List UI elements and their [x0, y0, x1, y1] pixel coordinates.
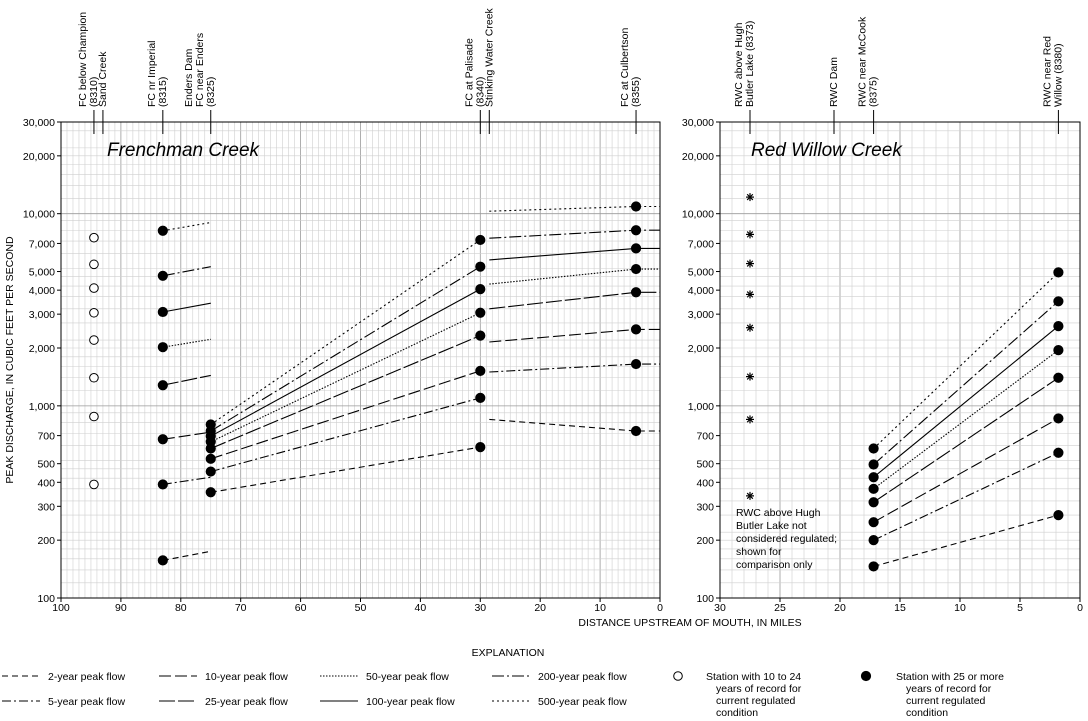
flow-line-500yr [211, 240, 481, 425]
star-point [746, 324, 754, 332]
filled-station-point [158, 480, 167, 489]
filled-station-point [206, 488, 215, 497]
y-tick-label: 7,000 [687, 238, 714, 251]
open-station-point [90, 233, 99, 242]
x-tick-label: 15 [894, 602, 906, 614]
filled-station-point [869, 562, 878, 571]
filled-station-point [869, 460, 878, 469]
open-station-point [90, 284, 99, 293]
legend-item-100yr [320, 696, 455, 708]
y-tick-label: 100 [696, 593, 714, 605]
legend-item-50yr [320, 671, 449, 683]
filled-station-point [631, 264, 640, 273]
note-line: RWC above Hugh [736, 507, 821, 519]
y-tick-label: 5,000 [28, 266, 55, 279]
filled-station-point [1054, 268, 1063, 277]
flow-line-100yr [211, 289, 481, 436]
y-tick-label: 5,000 [687, 266, 714, 279]
flow-line-500yr [874, 272, 1059, 448]
y-tick-label: 100 [37, 593, 55, 605]
filled-station-point [869, 444, 878, 453]
y-tick-label: 10,000 [681, 208, 714, 221]
filled-station-point [476, 393, 485, 402]
y-tick-label: 4,000 [687, 285, 714, 298]
legend-label: 25-year peak flow [205, 696, 288, 708]
filled-station-point [158, 307, 167, 316]
legend-open-circle [674, 672, 683, 681]
open-station-point [90, 260, 99, 269]
filled-station-point [206, 467, 215, 476]
red-willow-title: Red Willow Creek [751, 140, 902, 161]
station-label: Willow (8380) [1052, 43, 1065, 107]
y-tick-label: 20,000 [681, 150, 714, 163]
legend-item-25yr [159, 696, 288, 708]
filled-station-point [476, 331, 485, 340]
legend-label: 100-year peak flow [366, 696, 455, 708]
filled-station-point [869, 536, 878, 545]
x-tick-label: 80 [174, 602, 187, 614]
x-tick-label: 60 [294, 602, 307, 614]
red-willow-station-labels [733, 16, 1064, 134]
legend-label: 2-year peak flow [48, 671, 126, 683]
x-tick-label: 5 [1017, 602, 1023, 614]
filled-station-point [158, 343, 167, 352]
y-tick-label: 700 [37, 430, 55, 443]
y-tick-label: 1,000 [28, 400, 55, 413]
y-tick-label: 30,000 [22, 117, 55, 129]
regulation-note [736, 507, 837, 571]
station-label: RWC near McCook [856, 16, 869, 107]
filled-station-point [1054, 297, 1063, 306]
x-tick-label: 10 [594, 602, 606, 614]
station-label: (8310) [87, 76, 100, 107]
open-station-point [90, 412, 99, 421]
x-tick-label: 50 [354, 602, 367, 614]
y-tick-label: 400 [37, 477, 55, 490]
station-label: FC at Palisade [463, 38, 476, 107]
red-willow-creek-panel [682, 16, 1083, 614]
station-label: Sand Creek [96, 51, 109, 107]
x-axis-label: DISTANCE UPSTREAM OF MOUTH, IN MILES [578, 617, 802, 629]
legend-item-5yr [2, 696, 125, 708]
station-label: FC nr Imperial [145, 40, 158, 107]
x-tick-label: 40 [414, 602, 427, 614]
station-label: (8315) [156, 76, 169, 107]
legend-filled-circle [861, 671, 870, 680]
filled-station-point [476, 308, 485, 317]
filled-station-point [1054, 346, 1063, 355]
filled-station-point [158, 556, 167, 565]
legend-open-text: current regulated [716, 695, 796, 707]
flow-line-25yr [211, 336, 481, 449]
note-line: considered regulated; [736, 533, 837, 545]
legend-items [2, 671, 1004, 719]
filled-station-point [869, 484, 878, 493]
station-label: Stinking Water Creek [483, 8, 496, 107]
y-tick-label: 200 [696, 535, 714, 548]
legend-item-500yr [492, 696, 627, 708]
legend-filled-text: Station with 25 or more [896, 671, 1004, 683]
filled-station-point [631, 426, 640, 435]
star-point [746, 193, 754, 201]
x-tick-label: 25 [774, 602, 786, 614]
filled-station-point [631, 359, 640, 368]
x-tick-label: 70 [234, 602, 247, 614]
station-label: FC at Culbertson [619, 27, 632, 107]
x-tick-label: 90 [115, 602, 127, 614]
filled-station-point [206, 420, 215, 429]
star-point [746, 260, 754, 268]
flow-line-100yr [874, 326, 1059, 477]
star-point [746, 373, 754, 381]
star-point [746, 415, 754, 423]
y-tick-label: 200 [37, 535, 55, 548]
station-label: FC near Enders [193, 32, 206, 107]
x-tick-label: 20 [534, 602, 547, 614]
filled-station-point [206, 454, 215, 463]
y-tick-label: 4,000 [28, 285, 55, 298]
legend-filled-text: current regulated [906, 695, 986, 707]
legend-label: 5-year peak flow [48, 696, 126, 708]
note-line: Butler Lake not [736, 520, 807, 532]
filled-station-point [631, 244, 640, 253]
frenchman-creek-panel [23, 7, 663, 614]
flow-line-10yr [874, 418, 1059, 522]
station-label: (8375) [867, 76, 880, 107]
filled-station-point [476, 262, 485, 271]
y-tick-label: 1,000 [687, 400, 714, 413]
red-willow-flow-lines [874, 272, 1059, 566]
flow-line-200yr [874, 301, 1059, 464]
note-line: comparison only [736, 559, 813, 571]
y-tick-label: 700 [696, 430, 714, 443]
filled-station-point [869, 498, 878, 507]
legend-open-text: Station with 10 to 24 [706, 671, 802, 683]
open-station-point [90, 373, 99, 382]
y-tick-label: 3,000 [28, 309, 55, 322]
flow-line-5yr [874, 453, 1059, 540]
filled-station-point [1054, 414, 1063, 423]
frenchman-station-labels [77, 7, 642, 134]
filled-station-point [476, 235, 485, 244]
frenchman-grid [61, 122, 660, 598]
filled-station-point [158, 226, 167, 235]
station-label: (8355) [630, 76, 643, 107]
y-tick-label: 300 [696, 501, 714, 514]
flow-line-50yr [874, 350, 1059, 489]
star-point [746, 290, 754, 298]
legend-item-200yr [492, 671, 627, 683]
flow-line-2yr [211, 447, 481, 492]
filled-station-point [1054, 373, 1063, 382]
y-tick-label: 300 [37, 501, 55, 514]
x-tick-label: 30 [714, 602, 726, 614]
y-tick-label: 10,000 [22, 208, 55, 221]
filled-station-point [476, 285, 485, 294]
filled-station-point [631, 226, 640, 235]
x-tick-label: 30 [474, 602, 487, 614]
legend-open-text: condition [716, 707, 759, 719]
legend-filled-marker [861, 671, 1004, 719]
frenchman-title: Frenchman Creek [107, 140, 260, 161]
station-label: Enders Dam [182, 48, 195, 107]
station-label: (8325) [204, 76, 217, 107]
station-label: Butler Lake (8373) [744, 20, 756, 107]
y-tick-label: 2,000 [28, 342, 55, 355]
y-axis-label: PEAK DISCHARGE, IN CUBIC FEET PER SECOND [4, 236, 16, 484]
filled-station-point [476, 442, 485, 451]
legend-filled-text: years of record for [906, 683, 992, 695]
filled-station-point [1054, 322, 1063, 331]
y-tick-label: 7,000 [28, 238, 55, 251]
y-tick-label: 20,000 [22, 150, 55, 163]
open-station-point [90, 336, 99, 345]
filled-station-point [869, 473, 878, 482]
flow-line-200yr [211, 267, 481, 431]
station-label: RWC above Hugh [733, 22, 745, 107]
station-label: FC below Champion [76, 11, 89, 107]
legend-label: 200-year peak flow [538, 671, 627, 683]
legend-item-2yr [2, 671, 125, 683]
station-label: (8340) [474, 76, 487, 107]
open-station-point [90, 308, 99, 317]
filled-station-point [476, 366, 485, 375]
legend-title: EXPLANATION [471, 647, 545, 659]
filled-station-point [631, 202, 640, 211]
filled-station-point [869, 518, 878, 527]
filled-station-point [1054, 448, 1063, 457]
open-station-point [90, 480, 99, 489]
y-tick-label: 3,000 [687, 309, 714, 322]
legend-label: 50-year peak flow [366, 671, 449, 683]
x-tick-label: 20 [834, 602, 846, 614]
y-tick-label: 30,000 [681, 117, 714, 129]
x-tick-label: 0 [1077, 602, 1083, 614]
x-tick-label: 10 [954, 602, 966, 614]
x-tick-label: 100 [52, 602, 70, 614]
legend-label: 10-year peak flow [205, 671, 288, 683]
y-tick-label: 500 [696, 458, 714, 471]
filled-station-point [1054, 511, 1063, 520]
filled-station-point [631, 288, 640, 297]
filled-station-point [631, 325, 640, 334]
frenchman-flow-lines [163, 207, 660, 561]
legend-open-text: years of record for [716, 683, 802, 695]
star-point [746, 230, 754, 238]
legend-open-marker [674, 671, 802, 719]
y-tick-label: 500 [37, 458, 55, 471]
legend-item-10yr [159, 671, 288, 683]
legend [2, 647, 1004, 719]
legend-label: 500-year peak flow [538, 696, 627, 708]
star-point [746, 492, 754, 500]
filled-station-point [158, 435, 167, 444]
legend-filled-text: condition [906, 707, 949, 719]
filled-station-point [158, 271, 167, 280]
station-label: RWC Dam [828, 57, 840, 107]
note-line: shown for [736, 546, 782, 558]
frenchman-axis-ticks [23, 117, 663, 614]
station-label: RWC near Red [1041, 36, 1054, 107]
y-tick-label: 2,000 [687, 342, 714, 355]
x-tick-label: 0 [657, 602, 663, 614]
y-tick-label: 400 [696, 477, 714, 490]
filled-station-point [158, 381, 167, 390]
